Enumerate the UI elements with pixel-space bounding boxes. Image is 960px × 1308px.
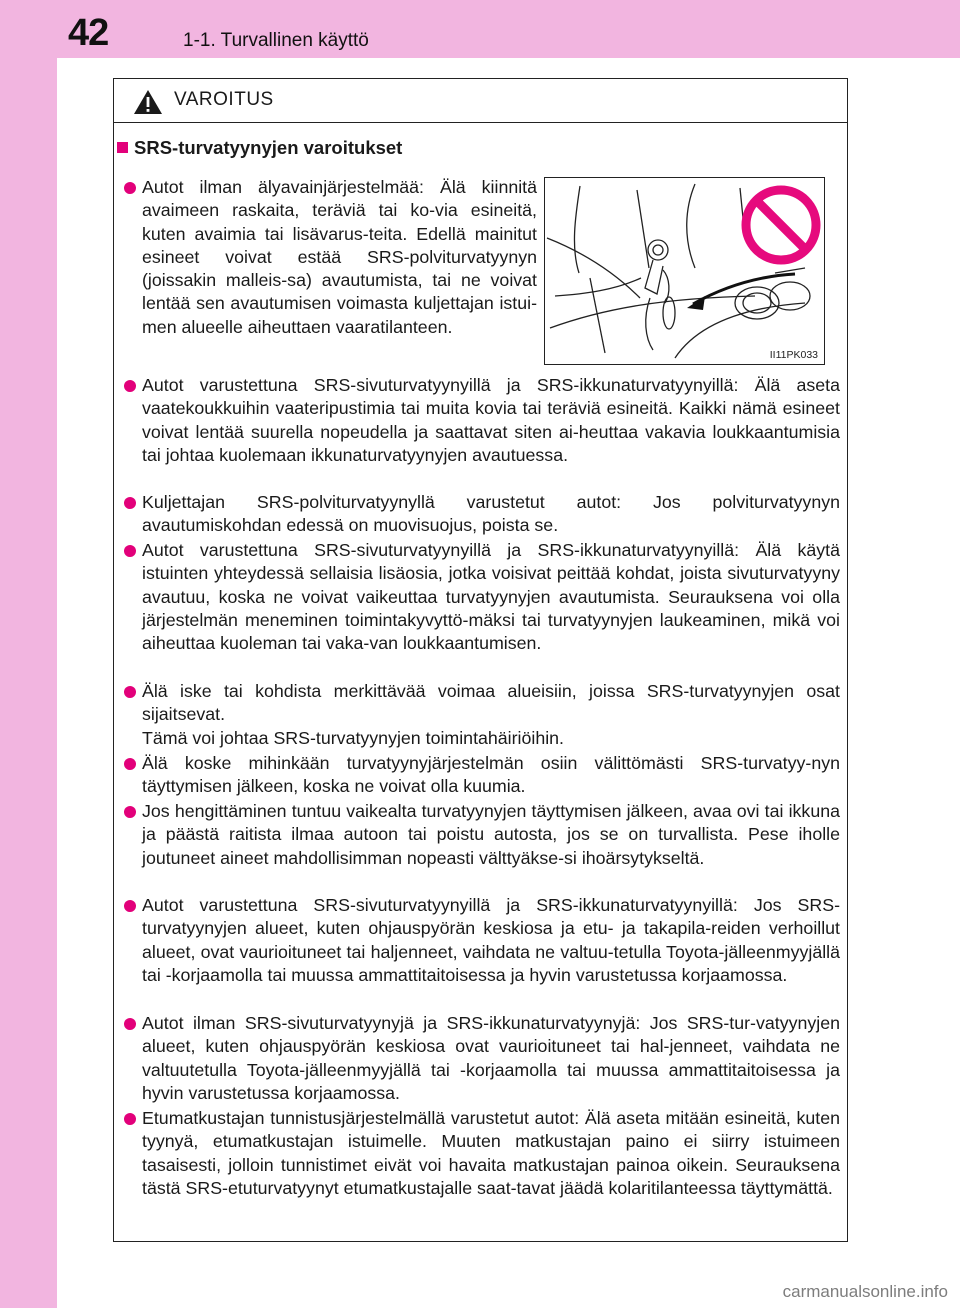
bullet-dot-icon bbox=[124, 900, 136, 912]
warning-header bbox=[114, 79, 847, 123]
bullet-dot-icon bbox=[124, 182, 136, 194]
warning-heading bbox=[117, 137, 402, 159]
warning-heading-text: SRS-turvatyynyjen varoitukset bbox=[134, 137, 403, 158]
bullet-text: Jos hengittäminen tuntuu vaikealta turvatyynyjen täyttymisen jälkeen, avaa ovi tai ikkuna ja päästä raitista ilmaa autoon tai poistu autosta, jos se on turvallista. Pese iholle joutuneet aineet mahdollisimman nopeasti välttyäkse-si ihoärsytykseltä. bbox=[142, 801, 840, 868]
warning-triangle-icon bbox=[133, 89, 163, 115]
bullet-text-extra: Tämä voi johtaa SRS-turvatyynyjen toimintahäiriöihin. bbox=[142, 727, 565, 748]
list-item bbox=[124, 800, 840, 870]
warning-box bbox=[113, 78, 848, 1242]
bullet-dot-icon bbox=[124, 1113, 136, 1125]
list-item bbox=[124, 1012, 840, 1105]
list-item bbox=[124, 491, 840, 538]
warning-title: VAROITUS bbox=[174, 89, 274, 110]
prohibited-icon bbox=[746, 190, 816, 260]
bullet-dot-icon bbox=[124, 545, 136, 557]
illustration-drawing bbox=[545, 178, 823, 363]
bullet-text: Etumatkustajan tunnistusjärjestelmällä varustetut autot: Älä aseta mitään esineitä, kuten tyynyä, etumatkustajan istuimelle. Muuten matkustajan paino ei siirry istuimeen tasaisesti, jolloin tunnistimet eivät voi havaita matkustajan painoa oikein. Seurauksena tästä SRS-etuturvatyynyt etumatkustajalle saat-tavat jäädä kolaritilanteessa täyttymättä. bbox=[142, 1108, 840, 1198]
bullet-text: Autot varustettuna SRS-sivuturvatyynyillä ja SRS-ikkunaturvatyynyillä: Älä käytä istuinten yhteydessä sellaisia lisäosia, jotka voisivat peittää kohdat, joista sivuturvatyyny avautuu, koska ne voivat vaikeuttaa turvatyynyjen avautumista. Seurauksena voi olla järjestelmän meneminen toimintakyvyttö-mäksi tai turvatyynyjen laukeaminen, mikä voi aiheuttaa kuoleman tai vaka-van loukkaantumisen. bbox=[142, 540, 840, 654]
bullet-dot-icon bbox=[124, 758, 136, 770]
bullet-text: Älä koske mihinkään turvatyynyjärjestelmän osiin välittömästi SRS-turvatyy-nyn täyttymisen jälkeen, koska ne voivat olla kuumia. bbox=[142, 753, 840, 797]
section-title: 1-1. Turvallinen käyttö bbox=[183, 30, 369, 51]
key-ornament-illustration bbox=[544, 177, 825, 365]
bullet-dot-icon bbox=[124, 1018, 136, 1030]
bullet-text: Autot ilman älyavainjärjestelmää: Älä kiinnitä avaimeen raskaita, teräviä tai ko-via esineitä, kuten avaimia tai lisävarus-teita. Edellä mainitut esineet voivat estää SRS-polviturvatyynyn (joissakin malleis-sa) avautumista, tai ne voivat lentää sen avautumisen voimasta kuljettajan istui-men alueelle aiheuttaen vaaratilanteen. bbox=[142, 177, 537, 337]
bullet-text: Älä iske tai kohdista merkittävää voimaa alueisiin, joissa SRS-turvatyynyjen osat sijaitsevat. bbox=[142, 681, 840, 725]
page-number: 42 bbox=[68, 12, 109, 54]
list-item bbox=[124, 894, 840, 987]
figure-code: II11PK033 bbox=[769, 349, 818, 361]
bullet-dot-icon bbox=[124, 380, 136, 392]
bullet-text: Kuljettajan SRS-polviturvatyynyllä varustetut autot: Jos polviturvatyynyn avautumiskohdan edessä on muovisuojus, poista se. bbox=[142, 492, 840, 536]
bullet-text: Autot varustettuna SRS-sivuturvatyynyillä ja SRS-ikkunaturvatyynyillä: Älä aseta vaatekoukkuihin vaateripustimia tai muita kovia tai teräviä esineitä. Kaikki nämä esineet voivat lentää suurella nopeudella ja saattavat siten ai-heuttaa vakavia loukkaantumisia tai johtaa kuolemaan ikkunaturvatyynyjen avautuessa. bbox=[142, 375, 840, 465]
side-color-strip bbox=[0, 0, 57, 1308]
list-item bbox=[124, 1107, 840, 1200]
list-item bbox=[124, 752, 840, 799]
list-item bbox=[124, 539, 840, 655]
watermark: carmanualsonline.info bbox=[782, 1282, 948, 1301]
bullet-text: Autot varustettuna SRS-sivuturvatyynyillä ja SRS-ikkunaturvatyynyillä: Jos SRS-turvatyynyjen alueet, kuten ohjauspyörän keskiosa ja etu- ja takapila-reiden verhoillut alueet, ovat vaurioituneet tai haljenneet, vaihdata ne valtuu-tetulla Toyota-jälleenmyyjällä tai -korjaamolla tai muussa ammattitaitoisessa ja hyvin varustetussa korjaamossa. bbox=[142, 895, 840, 985]
list-item bbox=[124, 680, 840, 750]
bullet-dot-icon bbox=[124, 806, 136, 818]
bullet-dot-icon bbox=[124, 686, 136, 698]
list-item bbox=[124, 374, 840, 467]
header-band bbox=[0, 0, 960, 58]
bullet-text: Autot ilman SRS-sivuturvatyynyjä ja SRS-ikkunaturvatyynyjä: Jos SRS-tur-vatyynyjen alueet, kuten ohjauspyörän keskiosa ovat vaurioituneet tai hal-jenneet, vaihdata ne valtuutetulla Toyota-jälleenmyyjällä tai -korjaamolla tai muussa ammattitaitoisessa ja hyvin varustetussa korjaamossa. bbox=[142, 1013, 840, 1103]
list-item bbox=[124, 176, 537, 339]
bullet-dot-icon bbox=[124, 497, 136, 509]
square-bullet-icon bbox=[117, 142, 128, 153]
